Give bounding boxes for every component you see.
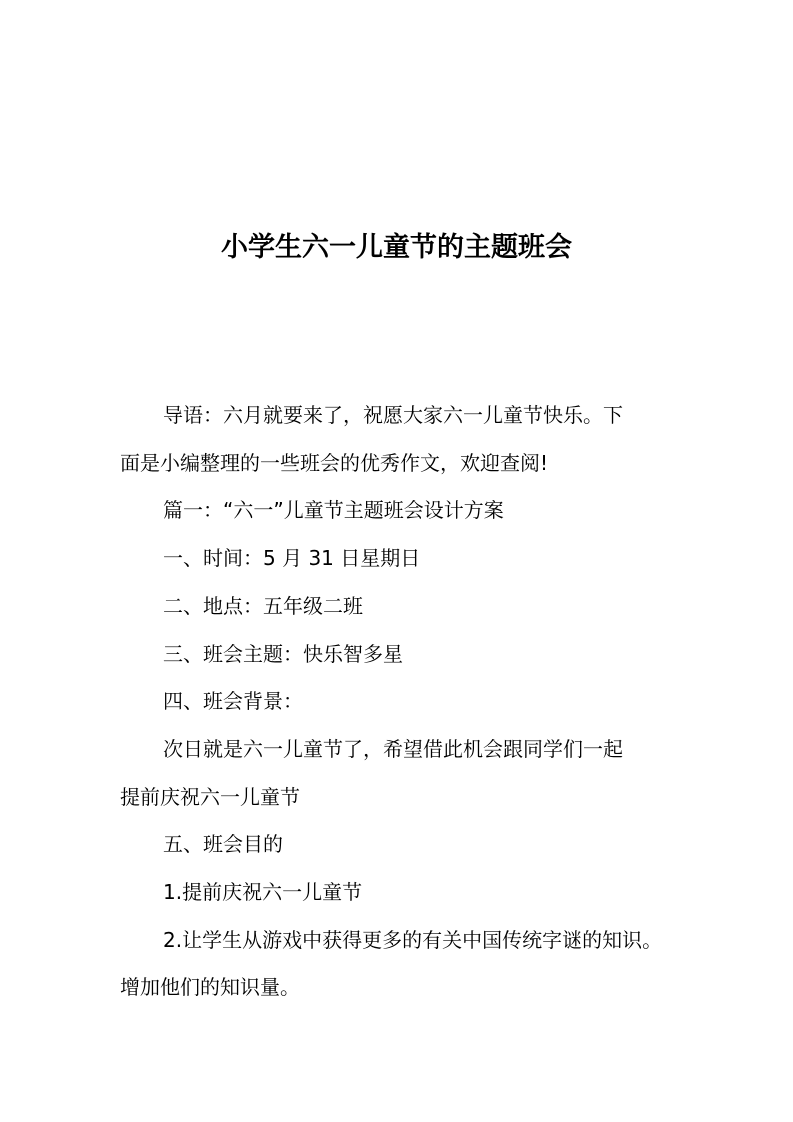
intro-line-2: 面是小编整理的一些班会的优秀作文，欢迎查阅! xyxy=(120,450,549,475)
item-time: 一、时间：5 月 31 日星期日 xyxy=(163,546,421,571)
document-title: 小学生六一儿童节的主题班会 xyxy=(221,232,572,263)
background-line-2: 提前庆祝六一儿童节 xyxy=(120,784,300,809)
purpose-2-line-1: 2.让学生从游戏中获得更多的有关中国传统字谜的知识。 xyxy=(163,927,663,952)
item-location: 二、地点：五年级二班 xyxy=(163,593,363,618)
item-theme: 三、班会主题：快乐智多星 xyxy=(163,641,403,666)
section-heading: 篇一：“六一”儿童节主题班会设计方案 xyxy=(163,498,504,523)
item-background: 四、班会背景： xyxy=(163,689,303,714)
document-body xyxy=(120,392,680,1012)
intro-line-1: 导语：六月就要来了，祝愿大家六一儿童节快乐。下 xyxy=(163,403,623,427)
item-purpose: 五、班会目的 xyxy=(163,832,283,857)
background-line-1: 次日就是六一儿童节了，希望借此机会跟同学们一起 xyxy=(163,736,623,761)
purpose-1: 1.提前庆祝六一儿童节 xyxy=(163,880,363,905)
purpose-2-line-2: 增加他们的知识量。 xyxy=(120,975,300,1000)
